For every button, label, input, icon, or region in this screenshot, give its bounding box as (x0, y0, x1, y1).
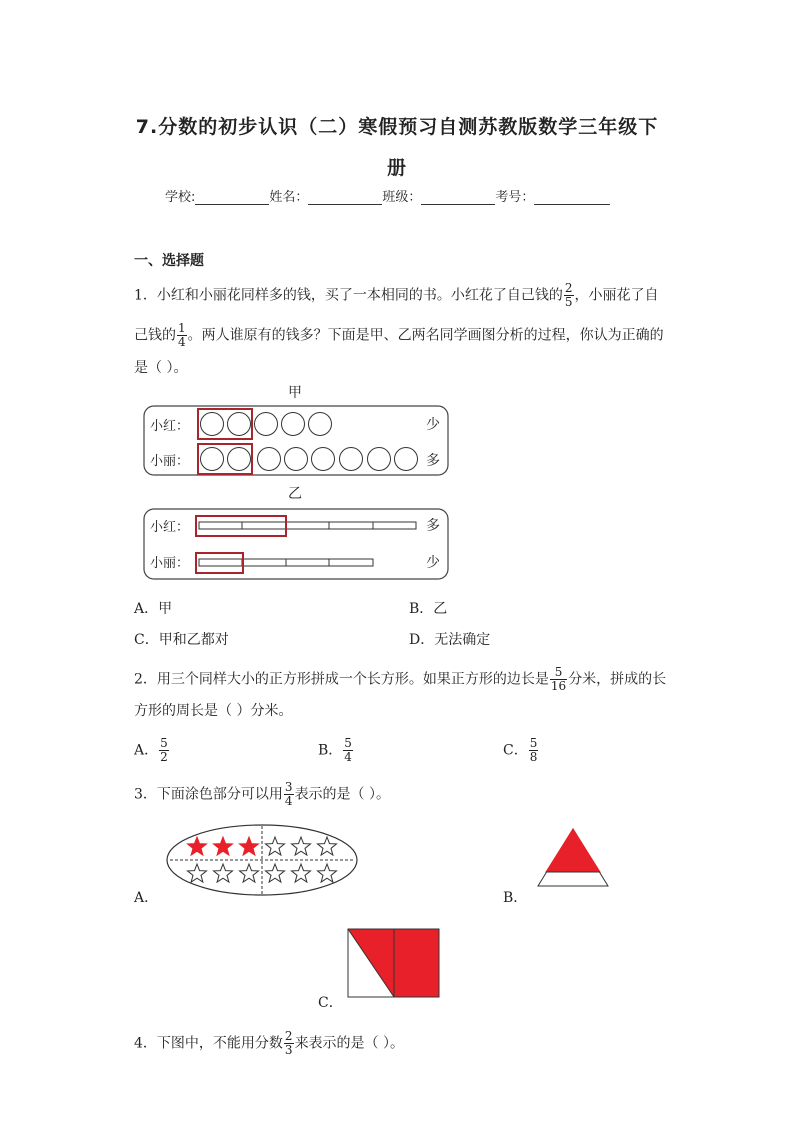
q1-line3: 是（ ）。 (134, 360, 188, 376)
option-label: B． (318, 742, 343, 759)
red-star-icon (214, 837, 233, 855)
q1-text-a: 1．小红和小丽花同样多的钱，买了一本相同的书。小红花了自己钱的 (134, 287, 563, 304)
fig-yi-row2-tag: 少 (426, 555, 440, 571)
q3-option-b-label[interactable]: B． (503, 890, 528, 906)
q1-text-d: 。两人谁原有的钱多？下面是甲、乙两名同学画图分析的过程，你认为正确的 (187, 327, 664, 344)
fig-yi-title: 乙 (288, 486, 302, 502)
outline-star-icon (188, 864, 207, 882)
q3-option-b-figure[interactable] (538, 829, 608, 886)
q4-line1 (134, 1030, 404, 1057)
fraction-denominator: 8 (529, 750, 538, 764)
fig-yi-row2-label: 小丽： (150, 556, 190, 571)
fraction-numerator: 1 (178, 321, 186, 335)
outline-star-icon (266, 837, 285, 855)
fraction-numerator: 2 (284, 1029, 293, 1043)
q1-option-b[interactable]: B．乙 (409, 601, 448, 617)
school-label: 学校: (165, 190, 196, 205)
section-heading: 一、选择题 (134, 253, 204, 269)
fraction-numerator: 5 (344, 736, 352, 750)
fraction-denominator: 4 (284, 794, 293, 808)
q4-text-b: 来表示的是（ ）。 (294, 1035, 405, 1052)
q4-text-a: 4．下图中，不能用分数 (134, 1035, 283, 1052)
outline-star-icon (266, 864, 285, 882)
fraction-denominator: 16 (550, 679, 567, 693)
fig-jia-row2-label: 小丽： (150, 454, 190, 469)
fraction-numerator: 2 (564, 281, 573, 295)
fraction-denominator: 3 (284, 1043, 293, 1057)
q3-option-c-label[interactable]: C． (318, 995, 343, 1011)
fraction-denominator: 4 (178, 335, 186, 349)
option-label: C． (503, 742, 528, 759)
fraction-denominator: 2 (160, 750, 168, 764)
outline-star-icon (240, 864, 259, 882)
outline-star-icon (292, 864, 311, 882)
q3-text-a: 3．下面涂色部分可以用 (134, 786, 283, 803)
fig-yi-row1-tag: 多 (426, 518, 440, 534)
class-label: 班级： (382, 190, 422, 205)
fraction-numerator: 3 (284, 780, 293, 794)
q1-text-c: 己钱的 (134, 327, 176, 344)
q1-option-d[interactable]: D．无法确定 (409, 632, 491, 648)
triangle-red-part (546, 829, 600, 872)
fig-jia-row1-tag: 少 (426, 417, 440, 433)
option-label: A． (134, 742, 159, 759)
q2-text-b: 分米，拼成的长 (568, 671, 667, 688)
outline-star-icon (318, 837, 337, 855)
outline-star-icon (292, 837, 311, 855)
fig-jia-row2-tag: 多 (426, 453, 440, 469)
q2-line2: 方形的周长是（ ）分米。 (134, 703, 293, 719)
q3-option-c-figure[interactable] (348, 929, 439, 997)
page-title: 7.分数的初步认识（二）寒假预习自测苏教版数学三年级下 (135, 116, 659, 138)
square-red-half (394, 929, 439, 997)
q1-option-c[interactable]: C．甲和乙都对 (134, 632, 229, 648)
q4-fraction (284, 1030, 294, 1057)
fraction-numerator: 5 (529, 736, 538, 750)
fig-jia-row1-label: 小红： (150, 419, 190, 434)
q3-option-a-figure[interactable] (167, 825, 357, 895)
fraction-denominator: 4 (344, 750, 352, 764)
fig-yi-row1-label: 小红： (150, 520, 190, 535)
fraction-numerator: 5 (160, 736, 168, 750)
fraction-numerator: 5 (550, 666, 567, 680)
outline-star-icon (214, 864, 233, 882)
red-star-icon (188, 837, 207, 855)
q1-text-b: ，小丽花了自 (574, 287, 659, 304)
q1-option-a[interactable]: A．甲 (134, 601, 173, 617)
q3-text-b: 表示的是（ ）。 (294, 786, 391, 803)
name-label: 姓名： (269, 190, 309, 205)
fraction-denominator: 5 (564, 295, 573, 309)
fig-jia-title: 甲 (288, 385, 302, 401)
number-label: 考号： (495, 190, 535, 205)
page-title-continued: 册 (386, 157, 407, 179)
q3-option-a-label[interactable]: A． (134, 890, 159, 906)
outline-star-icon (318, 864, 337, 882)
red-star-icon (240, 837, 259, 855)
q2-text-a: 2．用三个同样大小的正方形拼成一个长方形。如果正方形的边长是 (134, 671, 549, 688)
